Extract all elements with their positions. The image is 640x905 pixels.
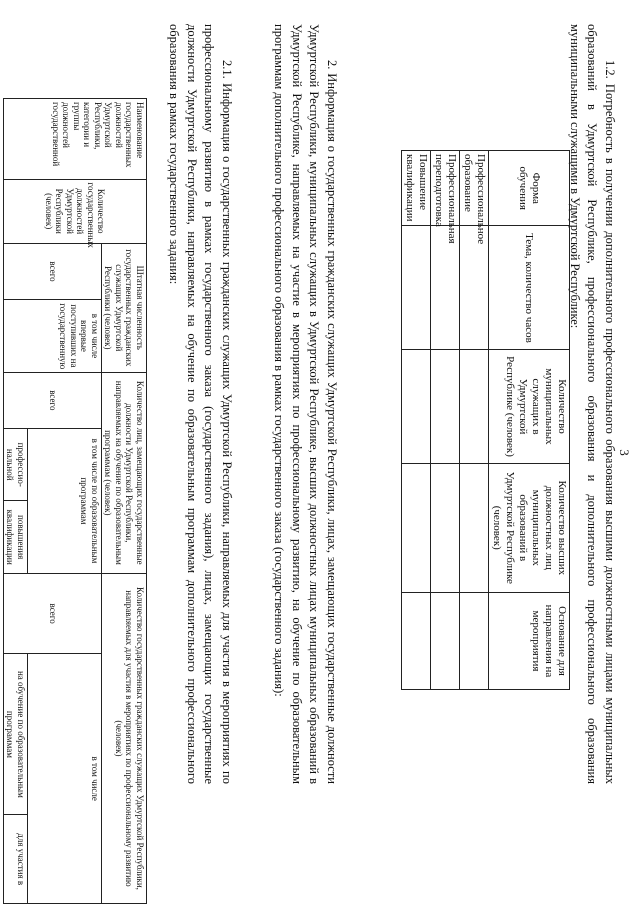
civil-servants-table [3,98,147,904]
table-cell [402,350,431,463]
table-cell [402,592,431,689]
table-cell [402,226,431,350]
table-cell [431,463,460,592]
table-cell [431,592,460,689]
table-row [431,151,460,690]
header-officials-count: Количество высших должностных лиц муниципальных образований в Удмуртской Республике (человек) [489,463,570,592]
header-basis: Основание для направления на мероприятия [489,592,570,689]
header-persons-prof: профессио-нальной [4,429,28,501]
header-persons-qual: повышения квалификации [4,501,28,573]
header-position-name: Наименование государственных должностей Удмуртской Республики, категории и группы должностей государственной [4,99,147,180]
section-2-text: 2. Информация о государственных гражданских служащих Удмуртской Республики, лицах, замещающих государственные должности Удмуртской Республики, муниципальных служащих в Удмуртской Республике, высших должностных лицах муниципальных образований в Удмуртской Республике, направляемых на участие в мероприятиях по профессиональному развитию, на обучение по образовательным программам дополнительного профессионального образования в рамках государственного заказа (государственного задания): [272,24,339,784]
header-position-count: Количество государственных должностей Удмуртской Республики (человек) [4,179,147,243]
header-staff-total: всего [4,243,102,299]
header-civil-edu: на обучение по образовательным программам [4,654,28,815]
needs-table-header-row [489,151,570,690]
header-civil-part: для участия в [4,815,28,904]
table-cell [460,226,489,350]
page-number: 3 [617,449,632,456]
table-cell [460,592,489,689]
section-1-2-text: 1.2. Потребность в получении дополнительного профессионального образования высшими должностными лицами муниципальных образований в Удмуртской Республике, профессионального образования и дополнительного профессионального образования муниципальными служащими в Удмуртской Республике: [568,24,617,784]
header-civil-incl: в том числе [28,654,102,904]
table-row [460,151,489,690]
header-civil: Количество государственных гражданских служащих Удмуртской Республики, направляемых для участия в мероприятиях по профессиональному развитию (человек) [102,573,147,903]
header-municipal-count: Количество муниципальных служащих в Удмуртской Республике (человек) [489,350,570,463]
row-label: Профессиональная переподготовка [431,151,460,226]
row-label: Профессиональное образование [460,151,489,226]
header-persons: Количество лиц, замещающих государственные должности Удмуртской Республики, направляемых на обучение по образовательным программам (человек) [102,372,147,573]
table-cell [431,350,460,463]
header-civil-total: всего [4,573,102,654]
row-label: Повышение квалификации [402,151,431,226]
needs-table [401,150,570,690]
header-persons-incl: в том числе по образовательным программам [28,429,102,574]
table-cell [402,463,431,592]
header-staff-incl: в том числе впервые поступивших на государственную [4,300,102,372]
table-row [402,151,431,690]
section-2-1-text: 2.1. Информация о государственных гражданских служащих Удмуртской Республики, направляемых для участия в мероприятиях по профессиональному развитию в рамках государственного заказа (государственного задания), лицах, замещающих государственные должности Удмуртской Республики, направляемых на обучение по образовательным программам дополнительного профессионального образования в рамках государственного задания: [167,24,234,784]
table-cell [460,350,489,463]
header-topic: Тема, количество часов [489,226,570,350]
header-form: Форма обучения [489,151,570,226]
table-cell [460,463,489,592]
table-cell [431,226,460,350]
header-persons-total: всего [4,372,102,428]
header-staff: Штатная численность государственных гражданских служащих Удмуртской Республики (человек) [102,243,147,372]
